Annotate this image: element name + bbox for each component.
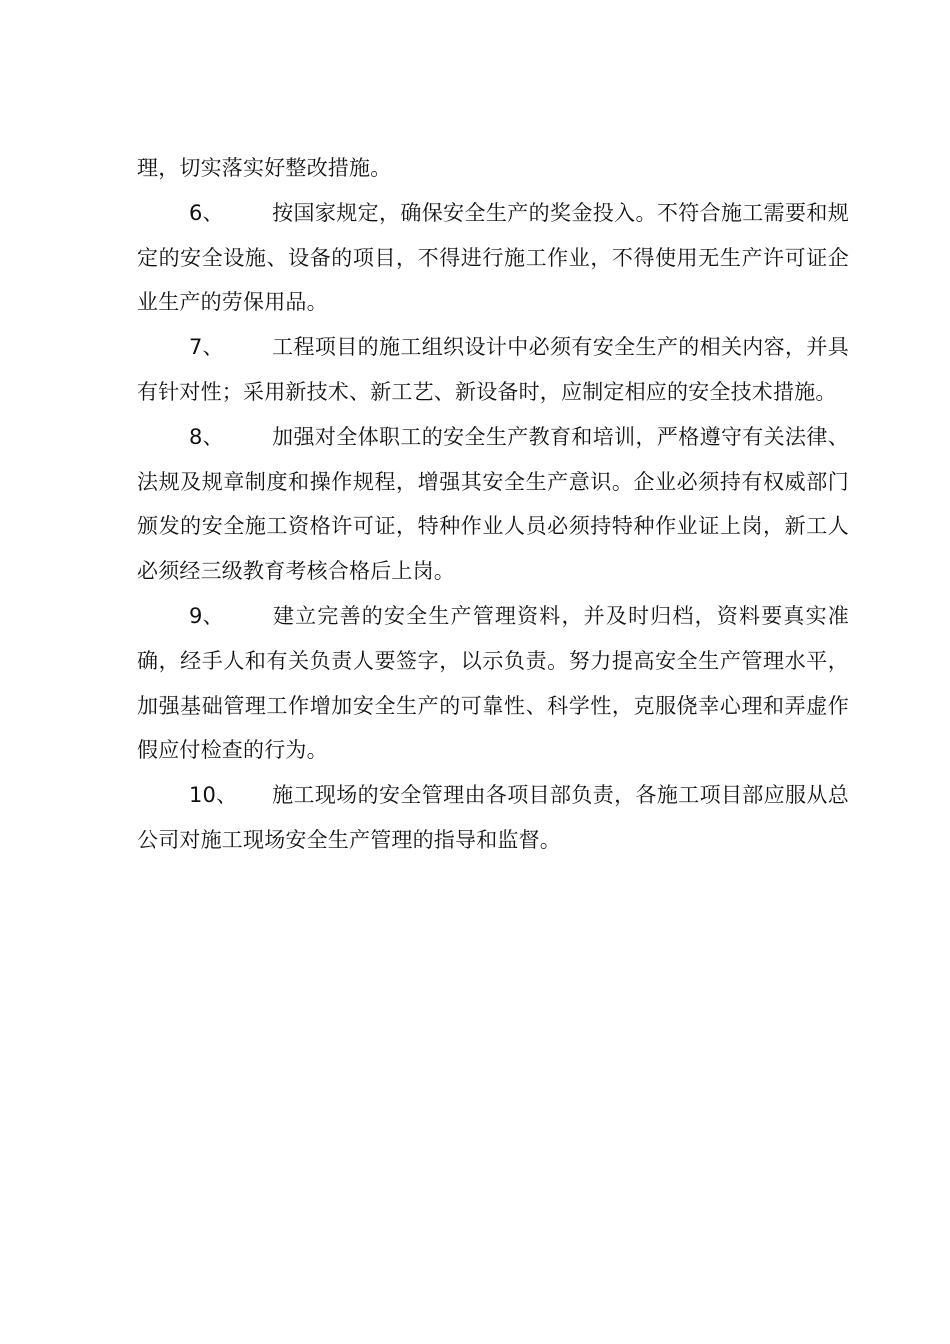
item-number: 8、 [189, 424, 224, 449]
item-number: 6、 [189, 200, 224, 225]
item-text: 加强对全体职工的安全生产教育和培训，严格遵守有关法律、法规及规章制度和操作规程，增强其安全生产意识。企业必须持有权威部门颁发的安全施工资格许可证，特种作业人员必须持特种作业证上岗，新工人必须经三级教育考核合格后上岗。 [137, 424, 849, 584]
item-text: 施工现场的安全管理由各项目部负责，各施工项目部应服从总公司对施工现场安全生产管理的指导和监督。 [137, 783, 849, 852]
item-number: 9、 [189, 603, 224, 628]
list-item-10 [137, 773, 849, 863]
item-number: 7、 [189, 335, 224, 360]
list-item-7 [137, 325, 849, 415]
list-item-9 [137, 594, 849, 773]
document-body [137, 146, 849, 863]
item-text: 建立完善的安全生产管理资料，并及时归档，资料要真实准确，经手人和有关负责人要签字，以示负责。努力提高安全生产管理水平，加强基础管理工作增加安全生产的可靠性、科学性，克服侥幸心理和弄虚作假应付检查的行为。 [137, 603, 849, 763]
list-item-8 [137, 415, 849, 594]
list-item-6 [137, 191, 849, 325]
item-number: 10、 [189, 783, 238, 808]
continuation-paragraph: 理，切实落实好整改措施。 [137, 156, 392, 180]
item-text: 按国家规定，确保安全生产的奖金投入。不符合施工需要和规定的安全设施、设备的项目，不得进行施工作业，不得使用无生产许可证企业生产的劳保用品。 [137, 200, 849, 315]
item-text: 工程项目的施工组织设计中必须有安全生产的相关内容，并具有针对性；采用新技术、新工艺、新设备时，应制定相应的安全技术措施。 [137, 335, 849, 404]
